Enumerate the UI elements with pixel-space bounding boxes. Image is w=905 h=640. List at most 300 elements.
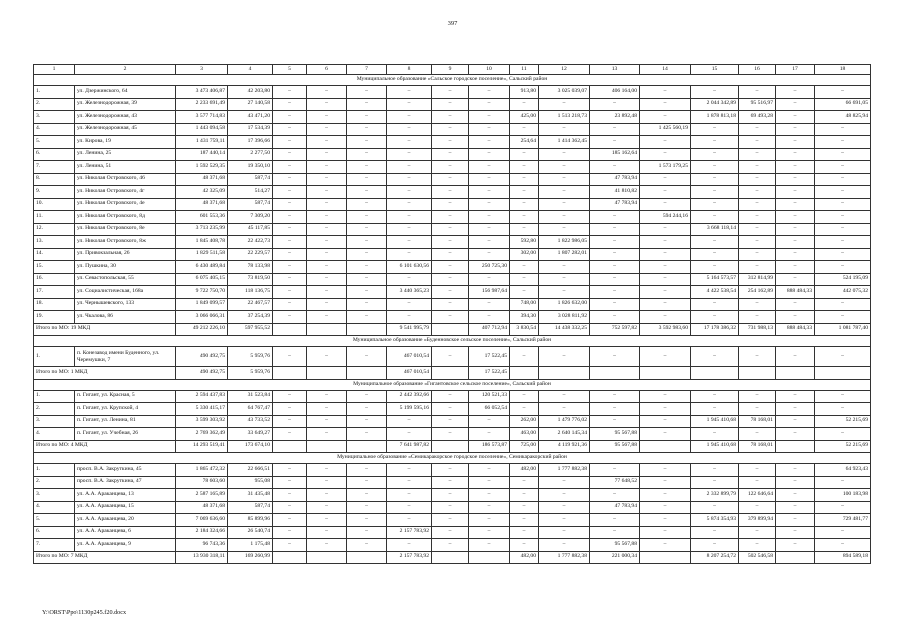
table-row — [34, 148, 871, 161]
total-value: 3 592 983,60 — [640, 323, 691, 336]
value-cell: – — [739, 86, 776, 99]
value-cell: – — [307, 136, 347, 149]
value-cell: – — [432, 173, 469, 186]
value-cell: – — [307, 501, 347, 514]
table-row — [34, 161, 871, 174]
value-cell: – — [510, 526, 539, 539]
value-cell: – — [307, 111, 347, 124]
row-number: 1. — [34, 464, 75, 477]
total-value — [640, 551, 691, 564]
value-cell: 5 199 595,16 — [387, 403, 432, 416]
value-cell: – — [640, 86, 691, 99]
value-cell: – — [307, 403, 347, 416]
value-cell: 17 396,66 — [228, 136, 273, 149]
value-cell: – — [776, 186, 815, 199]
value-cell: 1 829 511,58 — [176, 248, 228, 261]
total-value — [307, 323, 347, 336]
value-cell: 955,08 — [228, 476, 273, 489]
value-cell: 601 553,36 — [176, 211, 228, 224]
value-cell: – — [387, 123, 432, 136]
address-cell: п. Гигант, ул. Ленина, 81 — [75, 415, 176, 428]
value-cell: – — [273, 86, 307, 99]
value-cell: – — [347, 186, 387, 199]
value-cell: – — [776, 501, 815, 514]
column-number: 5 — [273, 65, 307, 75]
value-cell: – — [640, 526, 691, 539]
value-cell: – — [469, 98, 510, 111]
value-cell: 587,74 — [228, 198, 273, 211]
table-row — [34, 98, 871, 111]
row-number: 5. — [34, 514, 75, 527]
value-cell: – — [739, 476, 776, 489]
value-cell: – — [387, 111, 432, 124]
value-cell: – — [347, 539, 387, 552]
value-cell: – — [539, 539, 590, 552]
value-cell: – — [469, 211, 510, 224]
value-cell: – — [347, 403, 387, 416]
value-cell: – — [273, 148, 307, 161]
value-cell: – — [815, 148, 871, 161]
value-cell: 1 845 408,78 — [176, 236, 228, 249]
value-cell: 1 822 986,05 — [539, 236, 590, 249]
value-cell: – — [307, 211, 347, 224]
column-number: 7 — [347, 65, 387, 75]
value-cell: – — [640, 223, 691, 236]
value-cell: – — [469, 123, 510, 136]
table-row — [34, 526, 871, 539]
value-cell: 1 807 282,01 — [539, 248, 590, 261]
value-cell: – — [691, 261, 739, 274]
value-cell: – — [387, 428, 432, 441]
value-cell: – — [510, 148, 539, 161]
table-row — [34, 248, 871, 261]
row-number: 2. — [34, 403, 75, 416]
value-cell: 1 425 560,19 — [640, 123, 691, 136]
value-cell: 2 587 165,89 — [176, 489, 228, 502]
table-row — [34, 489, 871, 502]
row-number: 10. — [34, 198, 75, 211]
value-cell: 2 594 437,83 — [176, 390, 228, 403]
value-cell: – — [432, 186, 469, 199]
total-value: 7 641 987,82 — [387, 440, 432, 453]
row-number: 4. — [34, 428, 75, 441]
total-value — [539, 367, 590, 380]
value-cell: – — [691, 298, 739, 311]
total-value — [776, 367, 815, 380]
value-cell: – — [432, 428, 469, 441]
value-cell: 33 649,27 — [228, 428, 273, 441]
value-cell: – — [469, 111, 510, 124]
value-cell: – — [387, 223, 432, 236]
total-value: 9 541 995,79 — [387, 323, 432, 336]
value-cell: – — [815, 298, 871, 311]
value-cell: – — [640, 347, 691, 367]
value-cell: – — [273, 526, 307, 539]
total-value: 78 168,01 — [739, 440, 776, 453]
value-cell: – — [469, 526, 510, 539]
value-cell: – — [432, 136, 469, 149]
value-cell: – — [739, 347, 776, 367]
total-value: 725,00 — [510, 440, 539, 453]
value-cell: 22 422,73 — [228, 236, 273, 249]
table-row — [34, 286, 871, 299]
value-cell: – — [590, 298, 640, 311]
value-cell: – — [776, 489, 815, 502]
address-cell: просп. В.А. Закруткина, 45 — [75, 464, 176, 477]
value-cell: 78 603,60 — [176, 476, 228, 489]
value-cell: – — [776, 173, 815, 186]
value-cell: – — [739, 136, 776, 149]
value-cell: – — [739, 464, 776, 477]
value-cell: – — [387, 198, 432, 211]
value-cell: – — [776, 248, 815, 261]
value-cell: – — [640, 248, 691, 261]
value-cell: – — [590, 248, 640, 261]
value-cell: 3 066 066,31 — [176, 311, 228, 324]
value-cell: – — [273, 347, 307, 367]
value-cell: – — [640, 489, 691, 502]
address-cell: ул. Чкалова, 86 — [75, 311, 176, 324]
value-cell: – — [273, 464, 307, 477]
value-cell: – — [307, 514, 347, 527]
value-cell: – — [432, 390, 469, 403]
value-cell: – — [347, 236, 387, 249]
total-value: 17 178 386,32 — [691, 323, 739, 336]
value-cell: 888 484,33 — [776, 286, 815, 299]
value-cell: – — [432, 261, 469, 274]
value-cell: – — [539, 273, 590, 286]
value-cell: – — [815, 526, 871, 539]
value-cell: 5 959,76 — [228, 347, 273, 367]
value-cell: – — [590, 123, 640, 136]
value-cell: – — [347, 98, 387, 111]
value-cell: – — [691, 173, 739, 186]
value-cell: – — [640, 236, 691, 249]
column-number: 4 — [228, 65, 273, 75]
value-cell: – — [776, 298, 815, 311]
value-cell: – — [387, 476, 432, 489]
total-value — [776, 440, 815, 453]
value-cell: – — [307, 161, 347, 174]
value-cell: – — [739, 198, 776, 211]
value-cell: – — [640, 173, 691, 186]
value-cell: – — [590, 273, 640, 286]
total-value: 13 930 318,11 — [176, 551, 228, 564]
value-cell: – — [469, 223, 510, 236]
value-cell: 156 987,64 — [469, 286, 510, 299]
total-value: 52 215,69 — [815, 440, 871, 453]
address-cell: п. Гигант, ул. Учебная, 26 — [75, 428, 176, 441]
section-header-row — [34, 453, 871, 464]
value-cell: – — [273, 390, 307, 403]
value-cell: – — [539, 173, 590, 186]
value-cell: – — [510, 286, 539, 299]
value-cell: – — [776, 464, 815, 477]
value-cell: – — [776, 211, 815, 224]
value-cell: – — [273, 198, 307, 211]
value-cell: – — [387, 161, 432, 174]
value-cell: 78 133,98 — [228, 261, 273, 274]
table-row — [34, 86, 871, 99]
value-cell: – — [432, 476, 469, 489]
value-cell: – — [347, 123, 387, 136]
address-cell: ул. А.А. Араканцева, 15 — [75, 501, 176, 514]
value-cell: 7 309,20 — [228, 211, 273, 224]
row-number: 7. — [34, 539, 75, 552]
total-value: 186 573,87 — [469, 440, 510, 453]
address-cell: просп. В.А. Закруткина, 47 — [75, 476, 176, 489]
total-value: 597 955,52 — [228, 323, 273, 336]
value-cell: – — [590, 261, 640, 274]
value-cell: – — [815, 539, 871, 552]
value-cell: – — [539, 501, 590, 514]
value-cell: – — [387, 211, 432, 224]
value-cell: – — [347, 489, 387, 502]
value-cell: – — [347, 148, 387, 161]
total-value: 169 260,99 — [228, 551, 273, 564]
value-cell: – — [539, 198, 590, 211]
address-cell: ул. Ленина, 25 — [75, 148, 176, 161]
address-cell: ул. Социалистическая, 168а — [75, 286, 176, 299]
value-cell: – — [739, 311, 776, 324]
total-row — [34, 440, 871, 453]
value-cell: 3 713 235,99 — [176, 223, 228, 236]
value-cell: – — [347, 347, 387, 367]
table-row — [34, 501, 871, 514]
value-cell: – — [776, 198, 815, 211]
value-cell: – — [739, 223, 776, 236]
total-value: 173 674,10 — [228, 440, 273, 453]
table-row — [34, 186, 871, 199]
value-cell: – — [691, 526, 739, 539]
value-cell: – — [273, 489, 307, 502]
value-cell: 2 157 783,92 — [387, 526, 432, 539]
table-row — [34, 261, 871, 274]
table-row — [34, 514, 871, 527]
value-cell: 254 162,89 — [739, 286, 776, 299]
value-cell: – — [590, 514, 640, 527]
value-cell: 406 164,00 — [590, 86, 640, 99]
value-cell: 1 513 218,73 — [539, 111, 590, 124]
value-cell: – — [739, 428, 776, 441]
total-value — [307, 440, 347, 453]
value-cell: – — [776, 236, 815, 249]
value-cell: – — [776, 428, 815, 441]
value-cell: – — [347, 501, 387, 514]
value-cell: 748,00 — [510, 298, 539, 311]
value-cell: – — [539, 403, 590, 416]
value-cell: – — [432, 539, 469, 552]
section-title: Муниципальное образование «Сальское городское поселение», Сальский район — [34, 75, 871, 86]
value-cell: – — [432, 123, 469, 136]
value-cell: 48 371,68 — [176, 198, 228, 211]
value-cell: 250 725,30 — [469, 261, 510, 274]
value-cell: – — [739, 186, 776, 199]
value-cell: – — [307, 286, 347, 299]
value-cell: 1 865 472,32 — [176, 464, 228, 477]
total-value: 1 081 787,40 — [815, 323, 871, 336]
total-value: 17 522,45 — [469, 367, 510, 380]
value-cell: 5 330 415,17 — [176, 403, 228, 416]
value-cell: 64 767,47 — [228, 403, 273, 416]
total-value — [640, 440, 691, 453]
value-cell: – — [273, 98, 307, 111]
value-cell: 302,00 — [510, 248, 539, 261]
table-row — [34, 298, 871, 311]
value-cell: – — [347, 286, 387, 299]
value-cell: – — [815, 236, 871, 249]
page-number: 397 — [447, 20, 458, 27]
value-cell: 19 350,10 — [228, 161, 273, 174]
value-cell: – — [347, 273, 387, 286]
value-cell: – — [510, 489, 539, 502]
value-cell: – — [691, 248, 739, 261]
value-cell: – — [815, 428, 871, 441]
value-cell: – — [347, 261, 387, 274]
value-cell: 17 522,45 — [469, 347, 510, 367]
value-cell: – — [590, 136, 640, 149]
value-cell: – — [432, 489, 469, 502]
address-cell: ул. Привокзальная, 26 — [75, 248, 176, 261]
value-cell: 2 277,50 — [228, 148, 273, 161]
value-cell: 85 899,96 — [228, 514, 273, 527]
value-cell: 587,74 — [228, 501, 273, 514]
total-label: Итого по МО: 19 МКД — [34, 323, 176, 336]
row-number: 5. — [34, 136, 75, 149]
value-cell: 3 440 365,23 — [387, 286, 432, 299]
value-cell: – — [432, 526, 469, 539]
value-cell: – — [273, 173, 307, 186]
total-value: 731 988,13 — [739, 323, 776, 336]
value-cell: – — [387, 514, 432, 527]
total-value — [347, 440, 387, 453]
address-cell: ул. Чернышевского, 133 — [75, 298, 176, 311]
value-cell: – — [640, 286, 691, 299]
value-cell: – — [432, 211, 469, 224]
value-cell: – — [815, 223, 871, 236]
total-value — [432, 551, 469, 564]
value-cell: – — [815, 403, 871, 416]
value-cell: – — [469, 198, 510, 211]
value-cell: – — [273, 298, 307, 311]
value-cell: – — [815, 501, 871, 514]
value-cell: – — [739, 501, 776, 514]
value-cell: 2 233 691,49 — [176, 98, 228, 111]
value-cell: – — [469, 148, 510, 161]
total-value: 49 212 226,10 — [176, 323, 228, 336]
total-value: 502 546,58 — [739, 551, 776, 564]
value-cell: – — [776, 161, 815, 174]
value-cell: 3 473 406,87 — [176, 86, 228, 99]
value-cell: – — [739, 148, 776, 161]
value-cell: – — [387, 311, 432, 324]
value-cell: – — [539, 489, 590, 502]
total-value: 752 597,82 — [590, 323, 640, 336]
value-cell: 47 783,94 — [590, 198, 640, 211]
value-cell: – — [347, 298, 387, 311]
total-value: 5 959,76 — [228, 367, 273, 380]
address-cell: ул. Николая Островского, 4е — [75, 198, 176, 211]
value-cell: – — [432, 347, 469, 367]
value-cell: – — [307, 123, 347, 136]
value-cell: – — [273, 403, 307, 416]
value-cell: – — [776, 123, 815, 136]
column-number-row — [34, 65, 871, 75]
value-cell: – — [510, 186, 539, 199]
value-cell: – — [510, 198, 539, 211]
value-cell: 42 325,09 — [176, 186, 228, 199]
value-cell: – — [307, 86, 347, 99]
value-cell: 66 052,54 — [469, 403, 510, 416]
value-cell: – — [432, 464, 469, 477]
value-cell: – — [307, 539, 347, 552]
table-row — [34, 311, 871, 324]
address-cell: ул. Пушкина, 30 — [75, 261, 176, 274]
value-cell: – — [539, 123, 590, 136]
total-value: 14 293 519,41 — [176, 440, 228, 453]
total-row — [34, 551, 871, 564]
total-value — [776, 551, 815, 564]
address-cell: ул. Железнодорожная, 39 — [75, 98, 176, 111]
value-cell: – — [776, 86, 815, 99]
row-number: 13. — [34, 236, 75, 249]
table-row — [34, 390, 871, 403]
value-cell: – — [469, 514, 510, 527]
value-cell: 2 769 362,49 — [176, 428, 228, 441]
value-cell: – — [347, 161, 387, 174]
value-cell: – — [469, 248, 510, 261]
value-cell: – — [273, 514, 307, 527]
value-cell: – — [273, 501, 307, 514]
address-cell: п. Конезавод имени Буденного, ул. Черемушки, 7 — [75, 347, 176, 367]
value-cell: – — [432, 111, 469, 124]
value-cell: – — [469, 136, 510, 149]
row-number: 4. — [34, 123, 75, 136]
value-cell: 48 371,68 — [176, 501, 228, 514]
value-cell: 95 567,88 — [590, 428, 640, 441]
value-cell: – — [432, 298, 469, 311]
row-number: 6. — [34, 148, 75, 161]
value-cell: – — [510, 123, 539, 136]
total-value — [347, 551, 387, 564]
address-cell: ул. Ленина, 51 — [75, 161, 176, 174]
value-cell: – — [691, 476, 739, 489]
value-cell: – — [590, 403, 640, 416]
total-label: Итого по МО: 7 МКД — [34, 551, 176, 564]
total-value — [510, 367, 539, 380]
value-cell: – — [539, 211, 590, 224]
value-cell: 9 722 750,70 — [176, 286, 228, 299]
footer-file-path: Y:\ORST\Ppo\1130p245.f20.docx — [42, 609, 127, 616]
value-cell: – — [387, 86, 432, 99]
value-cell: – — [387, 186, 432, 199]
value-cell: – — [776, 223, 815, 236]
value-cell: – — [432, 86, 469, 99]
column-number: 13 — [590, 65, 640, 75]
value-cell: – — [387, 98, 432, 111]
total-value — [815, 367, 871, 380]
section-title: Муниципальное образование «Буденновское сельское поселение», Сальский район — [34, 336, 871, 347]
value-cell: – — [739, 390, 776, 403]
value-cell: – — [815, 136, 871, 149]
value-cell: – — [510, 223, 539, 236]
value-cell: – — [347, 111, 387, 124]
value-cell: 7 069 636,60 — [176, 514, 228, 527]
value-cell: – — [691, 236, 739, 249]
value-cell: – — [590, 347, 640, 367]
row-number: 18. — [34, 298, 75, 311]
value-cell: 5 874 354,93 — [691, 514, 739, 527]
